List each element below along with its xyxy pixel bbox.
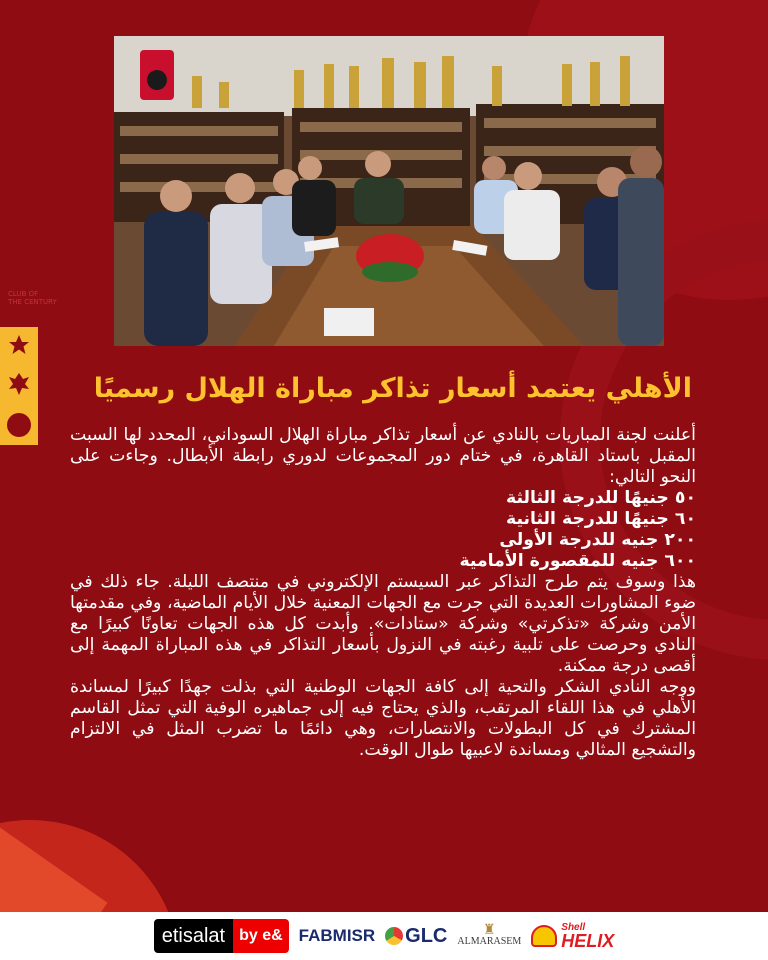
shell-icon [531,925,557,947]
eagle-icon [7,371,31,397]
sponsors-bar [0,912,768,960]
etisalat-logo: etisalat by e& [154,919,289,953]
circle-icon [6,412,32,438]
article-intro: أعلنت لجنة المباريات بالنادي عن أسعار تذاكر مباراة الهلال السوداني، المحدد لها السبت المقبل باستاد القاهرة، في ختام دور المجموعات لدوري رابطة الأبطال. وجاءت على النحو التالي: [70,425,696,487]
almarasem-logo: ♜ ALMARASEM [457,923,522,947]
club-of-century-text: CLUB OF THE CENTURY [8,290,57,306]
price-item: ٢٠٠ جنيه للدرجة الأولى [499,530,696,550]
article-paragraph-3: ووجه النادي الشكر والتحية إلى كافة الجهات الوطنية التي بذلت جهدًا كبيرًا لمساندة الأهلي في هذا اللقاء المرتقب، والذي يحتاج فيه إلى جماهيره الوفية التي تمثل القاسم المشترك في كل البطولات والانتصارات، وهي دائمًا ما تضرب المثل في الالتزام والتشجيع المثالي ومساندة لاعبيها طوال الوقت. [70,677,696,760]
price-item: ٦٠ جنيهًا للدرجة الثانية [505,509,696,529]
article-body [70,425,696,761]
price-item: ٥٠ جنيهًا للدرجة الثالثة [505,488,696,508]
headline: الأهلي يعتمد أسعار تذاكر مباراة الهلال رسميًا [93,373,692,404]
glc-circle-icon [385,927,403,945]
board-meeting-photo [114,36,664,346]
fabmisr-logo: FABMISR [298,926,376,945]
price-item: ٦٠٠ جنيه للمقصورة الأمامية [459,551,696,571]
shell-helix-logo: Shell HELIX [531,923,614,949]
side-tag [0,327,38,445]
star-icon [8,334,30,356]
article-paragraph-2: هذا وسوف يتم طرح التذاكر عبر السيستم الإلكتروني في منتصف الليلة. جاء ذلك في ضوء المشاورات العديدة التي جرت مع الجهات المعنية خلال الأيام الماضية، وفي مقدمتها الأمن وشركة «تذكرتي» وشركة «ستادات». وأبدت كل هذه الجهات تعاونًا كبيرًا مع النادي وحرصت على تلبية رغبته في النزول بأسعار التذاكر في هذه المباراة المهمة إلى أقصى درجة ممكنة. [70,572,696,676]
glc-logo: GLC [385,925,447,948]
